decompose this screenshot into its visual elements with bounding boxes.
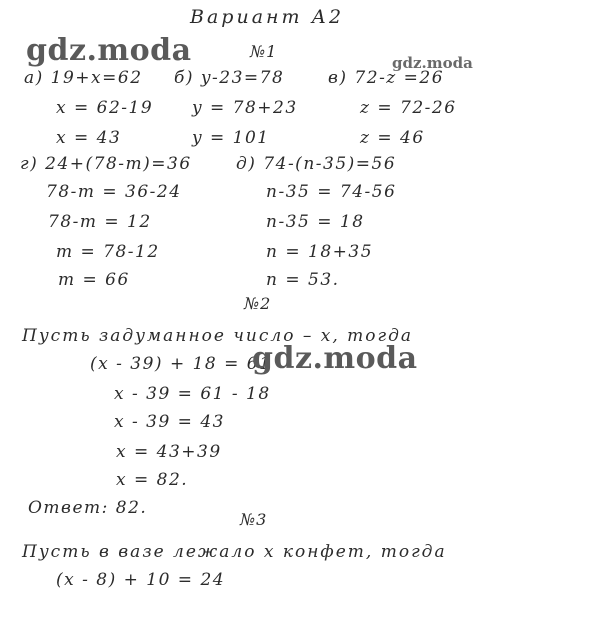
task2-intro: Пусть задуманное число – x, тогда [22, 326, 414, 346]
task1-d-line4: n = 18+35 [266, 242, 374, 262]
task1-d-line3: n-35 = 18 [266, 212, 365, 232]
task1-b-line3: y = 101 [192, 128, 270, 148]
task2-answer: Ответ: 82. [28, 498, 148, 518]
task2-line4: x = 43+39 [116, 442, 222, 462]
task1-g-line1: г) 24+(78-m)=36 [20, 154, 192, 174]
watermark-top-left: gdz.moda [26, 33, 192, 68]
task3-number: №3 [240, 510, 268, 529]
task2-line2: x - 39 = 61 - 18 [114, 384, 271, 404]
task1-d-line2: n-35 = 74-56 [266, 182, 397, 202]
task3-line1: (x - 8) + 10 = 24 [56, 570, 226, 590]
task1-b-line2: y = 78+23 [192, 98, 298, 118]
task1-v-line1: в) 72-z =26 [328, 68, 445, 88]
task1-d-line1: д) 74-(n-35)=56 [236, 154, 397, 174]
task2-number: №2 [244, 294, 272, 313]
task1-a-line2: x = 62-19 [56, 98, 154, 118]
task1-g-line3: 78-m = 12 [48, 212, 152, 232]
task1-g-line5: m = 66 [58, 270, 130, 290]
task2-line1: (x - 39) + 18 = 61 [90, 354, 272, 374]
task1-v-line3: z = 46 [360, 128, 425, 148]
task1-d-line5: n = 53. [266, 270, 340, 290]
task1-a-line3: x = 43 [56, 128, 122, 148]
task1-g-line2: 78-m = 36-24 [46, 182, 182, 202]
task2-line3: x - 39 = 43 [114, 412, 225, 432]
variant-title: Вариант А2 [190, 6, 345, 28]
watermark-top-right: gdz.moda [392, 54, 473, 72]
task1-b-line1: б) y-23=78 [174, 68, 285, 88]
task3-intro: Пусть в вазе лежало x конфет, тогда [22, 542, 447, 562]
watermark-middle: gdz.moda [252, 341, 418, 376]
task1-a-line1: а) 19+x=62 [24, 68, 143, 88]
task1-number: №1 [250, 42, 278, 61]
task2-line5: x = 82. [116, 470, 189, 490]
task1-g-line4: m = 78-12 [56, 242, 160, 262]
task1-v-line2: z = 72-26 [360, 98, 457, 118]
